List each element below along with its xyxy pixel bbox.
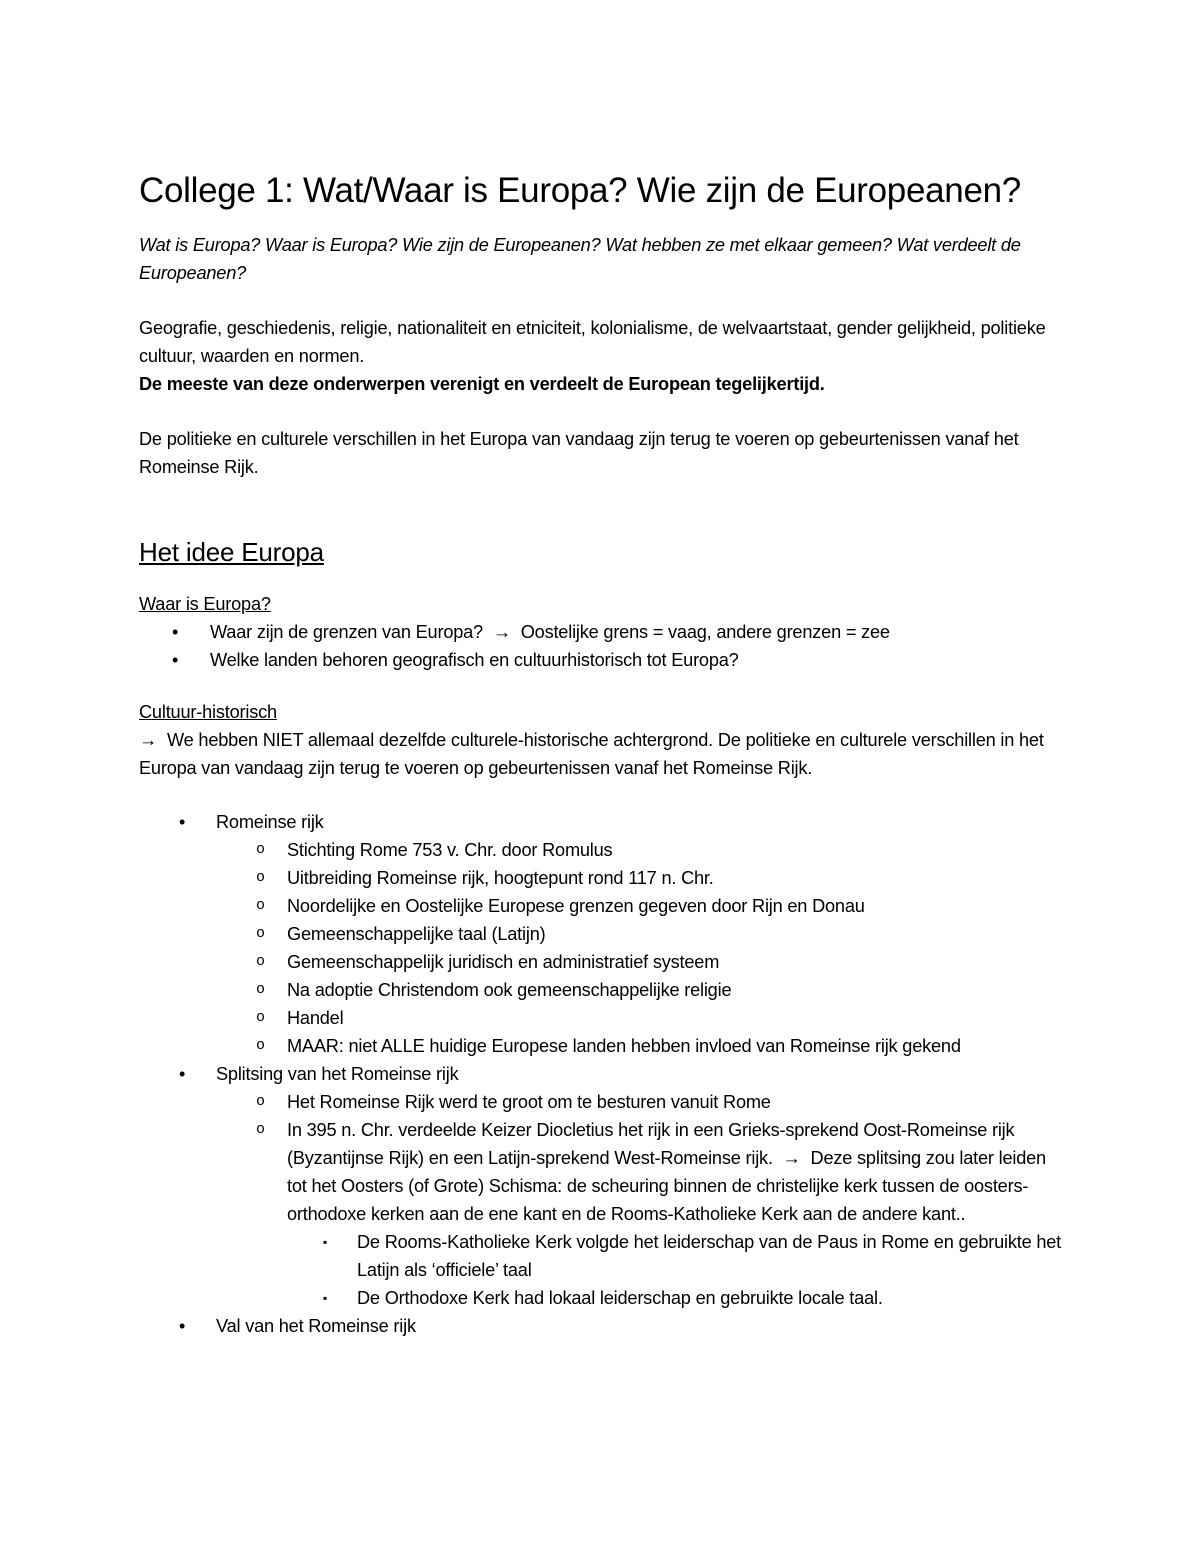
- history-list: [139, 808, 1069, 1340]
- document-page: [139, 168, 1069, 1340]
- circle-marker: o: [256, 981, 265, 998]
- list-item: ▪ De Orthodoxe Kerk had lokaal leiderschap en gebruikte locale taal.: [287, 1284, 1069, 1312]
- list-item: o Uitbreiding Romeinse rijk, hoogtepunt rond 117 n. Chr.: [216, 864, 1069, 892]
- document-title: College 1: Wat/Waar is Europa? Wie zijn de Europeanen?: [139, 171, 1021, 210]
- intro-questions: Wat is Europa? Waar is Europa? Wie zijn de Europeanen? Wat hebben ze met elkaar gemeen? Wat verdeelt de Europeanen?: [139, 235, 1021, 283]
- bullet-marker: •: [179, 812, 186, 832]
- list-item: • Splitsing van het Romeinse rijk o Het Romeinse Rijk werd te groot om te besturen vanuit Rome o In 395 n. Chr. verdeelde Keizer Diocletius het rijk in een Grieks-sprekend Oost-Romeinse rijk (Byzantijnse Rijk) en een Latijn-sprekend West-Romeinse rijk. → Deze splitsing zou later leiden tot het Oosters (of Grote) Schisma: de scheuring binnen de christelijke kerk tussen de oosters-orthodoxe kerken aan de ene kant en de Rooms-Katholieke Kerk aan de andere kant.. ▪ De Rooms-Katholieke Kerk volgde het leiderschap van de Paus in Rome en gebruikte het Latijn als ‘officiele’ taal ▪ De Orthodoxe Kerk had lokaal leiderschap en gebruikte locale taal.: [139, 1060, 1069, 1312]
- cultuur-heading: Cultuur-historisch: [139, 702, 277, 722]
- list-item: o Stichting Rome 753 v. Chr. door Romulus: [216, 836, 1069, 864]
- bullet-marker: •: [179, 1316, 186, 1336]
- romeinse-rijk-sublist: [216, 836, 1069, 1060]
- list-item: o Handel: [216, 1004, 1069, 1032]
- circle-marker: o: [256, 841, 265, 858]
- list-item: o Het Romeinse Rijk werd te groot om te besturen vanuit Rome: [216, 1088, 1069, 1116]
- list-item: • Val van het Romeinse rijk: [139, 1312, 1069, 1340]
- circle-marker: o: [256, 1009, 265, 1026]
- differences-paragraph: De politieke en culturele verschillen in het Europa van vandaag zijn terug te voeren op gebeurtenissen vanaf het Romeinse Rijk.: [139, 429, 1019, 477]
- list-item: • Waar zijn de grenzen van Europa? → Oostelijke grens = vaag, andere grenzen = zee: [139, 618, 1069, 646]
- list-item: o Gemeenschappelijke taal (Latijn): [216, 920, 1069, 948]
- arrow-icon: →: [782, 1148, 801, 1168]
- bullet-marker: •: [179, 1064, 186, 1084]
- arrow-icon: →: [492, 622, 511, 642]
- waar-list: [139, 618, 1069, 674]
- cultuur-paragraph: → We hebben NIET allemaal dezelfde culturele-historische achtergrond. De politieke en culturele verschillen in het Europa van vandaag zijn terug te voeren op gebeurtenissen vanaf het Romeinse Rijk.: [139, 726, 1069, 782]
- circle-marker: o: [256, 897, 265, 914]
- splitsing-sublist: [216, 1088, 1069, 1312]
- topics-paragraph: Geografie, geschiedenis, religie, nationaliteit en etniciteit, kolonialisme, de welvaartstaat, gender gelijkheid, politieke cultuur, waarden en normen.: [139, 318, 1046, 366]
- list-item: o Gemeenschappelijk juridisch en administratief systeem: [216, 948, 1069, 976]
- topics-bold-statement: De meeste van deze onderwerpen verenigt en verdeelt de European tegelijkertijd.: [139, 374, 825, 394]
- square-marker: ▪: [323, 1235, 328, 1249]
- list-item: o In 395 n. Chr. verdeelde Keizer Diocletius het rijk in een Grieks-sprekend Oost-Romeinse rijk (Byzantijnse Rijk) en een Latijn-sprekend West-Romeinse rijk. → Deze splitsing zou later leiden tot het Oosters (of Grote) Schisma: de scheuring binnen de christelijke kerk tussen de oosters-orthodoxe kerken aan de ene kant en de Rooms-Katholieke Kerk aan de andere kant.. ▪ De Rooms-Katholieke Kerk volgde het leiderschap van de Paus in Rome en gebruikte het Latijn als ‘officiele’ taal ▪ De Orthodoxe Kerk had lokaal leiderschap en gebruikte locale taal.: [216, 1116, 1069, 1312]
- list-item: • Romeinse rijk o Stichting Rome 753 v. Chr. door Romulus o Uitbreiding Romeinse rijk, hoogtepunt rond 117 n. Chr. o Noordelijke en Oostelijke Europese grenzen gegeven door Rijn en Donau o Gemeenschappelijke taal (Latijn) o Gemeenschappelijk juridisch en administratief systeem o Na adoptie Christendom ook gemeenschappelijke religie o Handel o MAAR: niet ALLE huidige Europese landen hebben invloed van Romeinse rijk gekend: [139, 808, 1069, 1060]
- list-item: o MAAR: niet ALLE huidige Europese landen hebben invloed van Romeinse rijk gekend: [216, 1032, 1069, 1060]
- circle-marker: o: [256, 1037, 265, 1054]
- list-item: o Noordelijke en Oostelijke Europese grenzen gegeven door Rijn en Donau: [216, 892, 1069, 920]
- list-item: o Na adoptie Christendom ook gemeenschappelijke religie: [216, 976, 1069, 1004]
- circle-marker: o: [256, 869, 265, 886]
- bullet-marker: •: [172, 622, 179, 642]
- section-heading: Het idee Europa: [139, 537, 324, 567]
- list-item: • Welke landen behoren geografisch en cultuurhistorisch tot Europa?: [139, 646, 1069, 674]
- list-item: ▪ De Rooms-Katholieke Kerk volgde het leiderschap van de Paus in Rome en gebruikte het Latijn als ‘officiele’ taal: [287, 1228, 1069, 1284]
- circle-marker: o: [256, 1121, 265, 1138]
- circle-marker: o: [256, 925, 265, 942]
- bullet-marker: •: [172, 650, 179, 670]
- circle-marker: o: [256, 1093, 265, 1110]
- square-marker: ▪: [323, 1291, 328, 1305]
- arrow-icon: →: [139, 730, 157, 750]
- circle-marker: o: [256, 953, 265, 970]
- waar-heading: Waar is Europa?: [139, 594, 271, 614]
- kerk-sublist: [287, 1228, 1069, 1312]
